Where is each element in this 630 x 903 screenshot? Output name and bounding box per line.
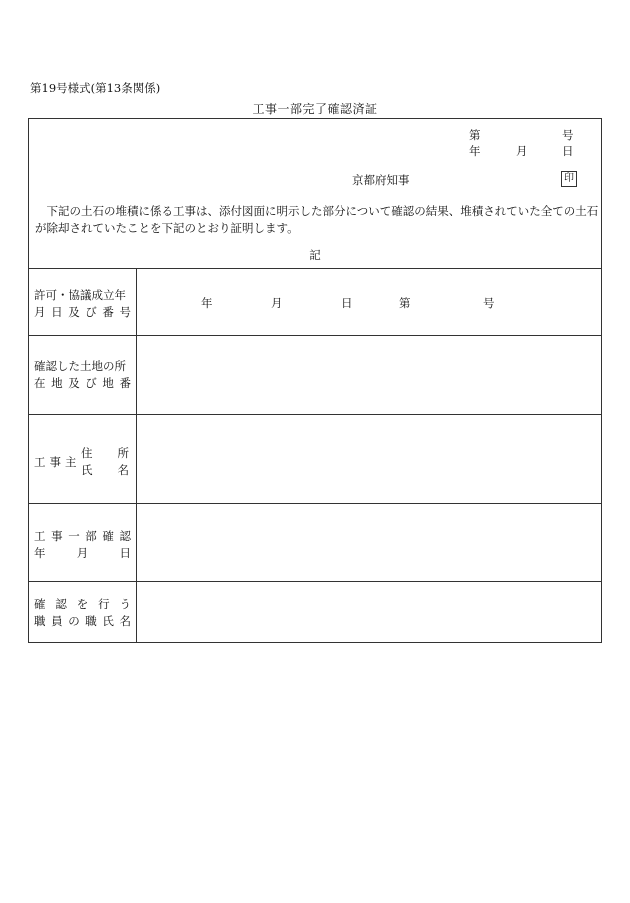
label-line: 許可・協議成立年 — [34, 288, 126, 302]
permit-year: 年 — [201, 296, 213, 310]
label-char: 認 — [119, 529, 131, 543]
label-char: 名 — [119, 614, 131, 628]
label-char: 工 — [34, 529, 46, 543]
permit-dai: 第 — [399, 296, 411, 310]
label-char: う — [119, 597, 131, 611]
header-day: 日 — [562, 144, 574, 158]
label-char: 職 — [85, 614, 97, 628]
label-line — [34, 528, 131, 545]
label-char: 地 — [51, 376, 63, 390]
label-char: 行 — [98, 597, 110, 611]
form-number: 第19号様式(第13条関係) — [30, 81, 161, 95]
permit-month: 月 — [271, 296, 283, 310]
label-char: の — [68, 614, 80, 628]
label-char: 号 — [119, 305, 131, 319]
label-char: 住 — [81, 446, 93, 460]
label-char: 日 — [51, 305, 63, 319]
permit-day: 日 — [341, 296, 353, 310]
label-line: 確認した土地の所 — [34, 359, 126, 373]
header-month: 月 — [516, 144, 528, 158]
row-divider — [29, 581, 601, 582]
label-char: 認 — [55, 597, 67, 611]
seal-mark: 印 — [561, 171, 577, 187]
label-char: 確 — [102, 529, 114, 543]
label-char: 及 — [68, 305, 80, 319]
label-char: 及 — [68, 376, 80, 390]
label-line — [81, 445, 129, 462]
label-char: び — [85, 305, 97, 319]
label-char: 地 — [102, 376, 114, 390]
label-char: を — [76, 597, 89, 611]
contractor-address-name-label — [81, 445, 129, 479]
label-line — [34, 545, 131, 562]
ki-heading: 記 — [309, 248, 321, 262]
label-char: 氏 — [81, 463, 93, 477]
partial-confirmation-date-label — [34, 528, 131, 562]
document-title: 工事一部完了確認済証 — [252, 102, 378, 116]
row-divider — [29, 335, 601, 336]
label-char: 員 — [51, 614, 63, 628]
header-go: 号 — [562, 128, 574, 142]
label-char: 職 — [34, 614, 46, 628]
label-char: 部 — [85, 529, 97, 543]
label-char: 確 — [34, 597, 46, 611]
label-char: 月 — [76, 546, 89, 560]
label-line — [34, 596, 131, 613]
row-divider — [29, 503, 601, 504]
label-char: 名 — [117, 463, 129, 477]
label-line — [34, 613, 131, 630]
label-char: 所 — [117, 446, 129, 460]
label-char: 在 — [34, 376, 46, 390]
certificate-frame — [28, 118, 602, 643]
permit-go: 号 — [483, 296, 495, 310]
row-divider — [29, 414, 601, 415]
contractor-label: 工事主 — [34, 455, 81, 469]
issuer-name: 京都府知事 — [352, 173, 410, 187]
header-year: 年 — [469, 144, 481, 158]
label-char: 氏 — [102, 614, 114, 628]
label-char: び — [85, 376, 97, 390]
label-char: 番 — [119, 376, 131, 390]
header-dai: 第 — [469, 128, 481, 142]
label-line — [81, 462, 129, 479]
table-top-rule — [29, 268, 601, 269]
label-char: 事 — [51, 529, 63, 543]
permit-date-number-label — [34, 287, 131, 321]
label-char: 一 — [68, 529, 80, 543]
label-line — [34, 375, 131, 392]
label-char: 年 — [34, 546, 46, 560]
label-line — [34, 304, 131, 321]
label-char: 日 — [119, 546, 131, 560]
confirming-staff-label — [34, 596, 131, 630]
label-column-rule — [136, 269, 137, 643]
label-char: 月 — [34, 305, 46, 319]
label-char: 番 — [102, 305, 114, 319]
certification-statement: 下記の土石の堆積に係る工事は、添付図面に明示した部分について確認の結果、堆積されていた全ての土石が除却されていたことを下記のとおり証明します。 — [35, 204, 599, 235]
land-location-label — [34, 358, 131, 392]
